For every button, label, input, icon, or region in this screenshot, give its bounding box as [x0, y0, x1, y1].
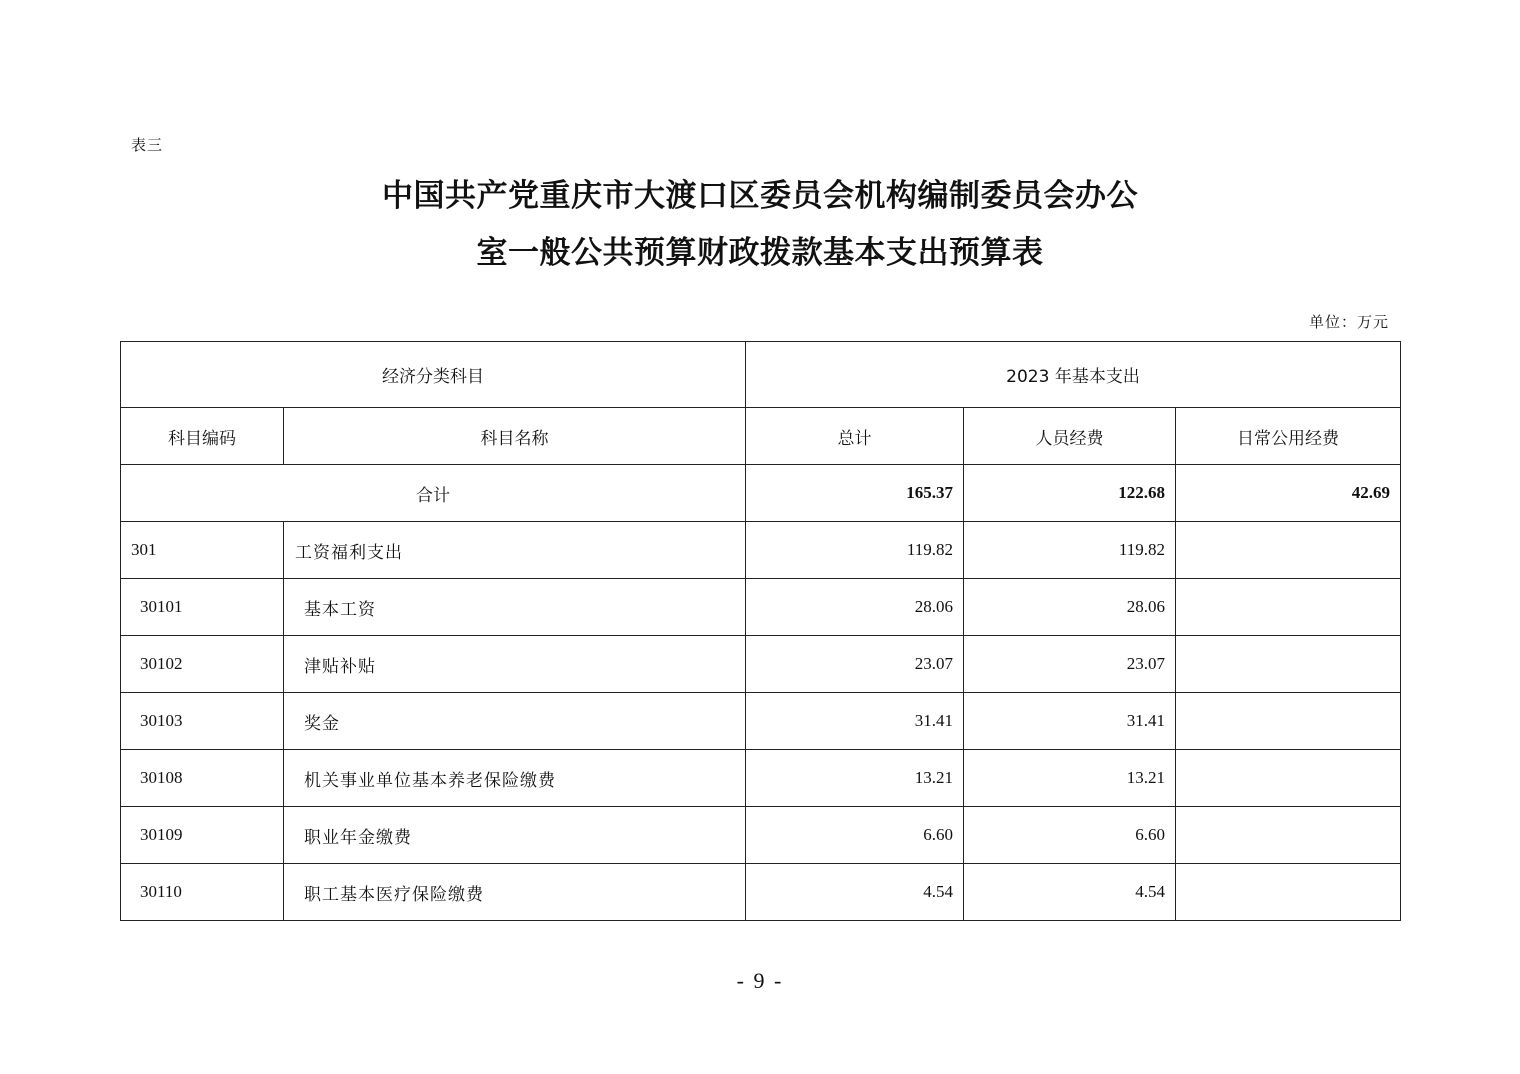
- table-row: [121, 522, 1401, 579]
- total-personnel: 122.68: [964, 465, 1176, 522]
- row-code: 30109: [121, 807, 284, 864]
- header-economic-category: 经济分类科目: [121, 342, 746, 408]
- table-label: 表三: [131, 136, 164, 154]
- row-public: [1176, 864, 1401, 921]
- row-personnel: 119.82: [964, 522, 1176, 579]
- table-row: [121, 579, 1401, 636]
- row-total: 13.21: [746, 750, 964, 807]
- row-name: 职业年金缴费: [284, 807, 746, 864]
- row-name: 机关事业单位基本养老保险缴费: [284, 750, 746, 807]
- row-total: 4.54: [746, 864, 964, 921]
- row-name: 基本工资: [284, 579, 746, 636]
- row-name: 奖金: [284, 693, 746, 750]
- unit-label: 单位：万元: [1308, 313, 1389, 331]
- row-personnel: 28.06: [964, 579, 1176, 636]
- total-public: 42.69: [1176, 465, 1401, 522]
- row-personnel: 6.60: [964, 807, 1176, 864]
- total-amount: 165.37: [746, 465, 964, 522]
- header-row-group: [121, 342, 1401, 408]
- row-name: 工资福利支出: [284, 522, 746, 579]
- row-personnel: 13.21: [964, 750, 1176, 807]
- row-code: 30108: [121, 750, 284, 807]
- row-public: [1176, 579, 1401, 636]
- budget-table: [120, 341, 1401, 921]
- header-row-columns: [121, 408, 1401, 465]
- row-public: [1176, 636, 1401, 693]
- document-title-line-1: 中国共产党重庆市大渡口区委员会机构编制委员会办公: [382, 178, 1138, 214]
- header-public-expenses: 日常公用经费: [1176, 408, 1401, 465]
- row-total: 6.60: [746, 807, 964, 864]
- row-public: [1176, 693, 1401, 750]
- row-public: [1176, 522, 1401, 579]
- row-code: 30103: [121, 693, 284, 750]
- table-row: [121, 636, 1401, 693]
- header-personnel-expenses: 人员经费: [964, 408, 1176, 465]
- row-name: 津贴补贴: [284, 636, 746, 693]
- row-public: [1176, 807, 1401, 864]
- page-number: - 9 -: [736, 968, 784, 993]
- row-total: 28.06: [746, 579, 964, 636]
- document-title-line-2: 室一般公共预算财政拨款基本支出预算表: [476, 235, 1044, 271]
- row-code: 30101: [121, 579, 284, 636]
- total-row: [121, 465, 1401, 522]
- header-subject-code: 科目编码: [121, 408, 284, 465]
- header-basic-expenditure-2023: 2023 年基本支出: [746, 342, 1401, 408]
- row-code: 301: [121, 522, 284, 579]
- total-label: 合计: [121, 465, 746, 522]
- table-row: [121, 807, 1401, 864]
- row-total: 119.82: [746, 522, 964, 579]
- row-personnel: 23.07: [964, 636, 1176, 693]
- table-row: [121, 750, 1401, 807]
- row-public: [1176, 750, 1401, 807]
- row-name: 职工基本医疗保险缴费: [284, 864, 746, 921]
- table-row: [121, 864, 1401, 921]
- row-code: 30102: [121, 636, 284, 693]
- row-personnel: 4.54: [964, 864, 1176, 921]
- row-total: 23.07: [746, 636, 964, 693]
- header-subject-name: 科目名称: [284, 408, 746, 465]
- row-code: 30110: [121, 864, 284, 921]
- table-row: [121, 693, 1401, 750]
- header-total: 总计: [746, 408, 964, 465]
- row-total: 31.41: [746, 693, 964, 750]
- row-personnel: 31.41: [964, 693, 1176, 750]
